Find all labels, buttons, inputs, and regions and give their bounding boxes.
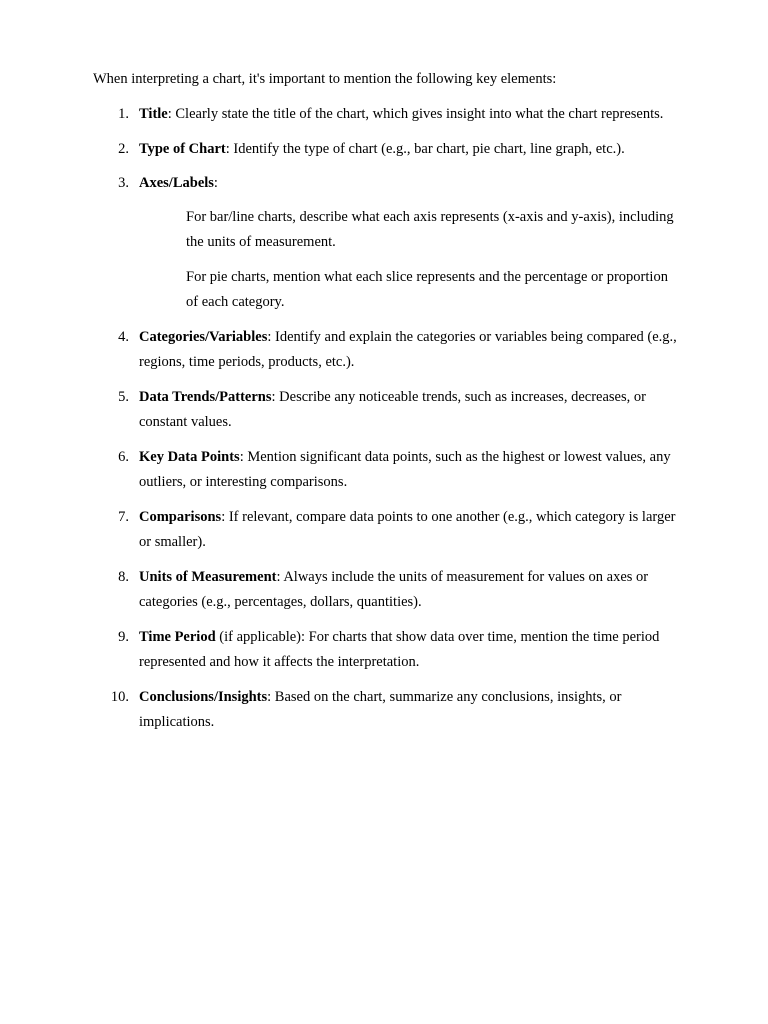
list-item-key-data-points: [93, 445, 678, 496]
axes-labels-sub-list: [139, 205, 678, 316]
sub-item-pie-charts: For pie charts, mention what each slice represents and the percentage or proportion of each category.: [186, 268, 668, 310]
list-item-time-period: [93, 625, 678, 676]
key-elements-list: [93, 102, 678, 736]
item-term: Categories/Variables: [139, 328, 268, 345]
item-term: Data Trends/Patterns: [139, 388, 272, 405]
item-number: 6.: [118, 448, 129, 465]
item-number: 2.: [118, 140, 129, 157]
list-item-data-trends: [93, 385, 678, 436]
item-term: Conclusions/Insights: [139, 688, 268, 705]
item-number: 7.: [118, 508, 129, 525]
item-term: Axes/Labels: [139, 175, 214, 191]
item-text: :: [213, 175, 218, 191]
list-item-categories-variables: [93, 325, 678, 376]
item-term: Type of Chart: [139, 140, 226, 157]
item-term: Units of Measurement: [139, 568, 277, 585]
item-text: : For charts that show data over time, mention the time period represented and how it affects the interpretation.: [139, 628, 660, 670]
item-qualifier: (if applicable): [215, 628, 301, 645]
item-number: 5.: [118, 388, 129, 405]
item-text: : Clearly state the title of the chart, which gives insight into what the chart represents.: [167, 106, 664, 122]
item-text: : Identify and explain the categories or variables being compared (e.g., regions, time periods, products, etc.).: [139, 328, 677, 370]
list-item-comparisons: [93, 505, 678, 556]
list-item-units-of-measurement: [93, 565, 678, 616]
intro-paragraph: When interpreting a chart, it's important to mention the following key elements:: [93, 71, 557, 87]
item-text: : Always include the units of measurement for values on axes or categories (e.g., percentages, dollars, quantities).: [139, 568, 649, 610]
item-number: 9.: [118, 628, 129, 645]
list-item-axes-labels: [93, 171, 678, 316]
list-item-title: [93, 102, 678, 128]
item-text: : Mention significant data points, such as the highest or lowest values, any outliers, or interesting comparisons.: [139, 448, 671, 490]
item-number: 3.: [118, 175, 129, 191]
list-item-type-of-chart: [93, 137, 678, 163]
item-text: : Based on the chart, summarize any conclusions, insights, or implications.: [139, 688, 622, 730]
item-term: Key Data Points: [139, 448, 240, 465]
item-number: 8.: [118, 568, 129, 585]
list-item-conclusions-insights: [93, 685, 678, 736]
item-text: : Describe any noticeable trends, such as increases, decreases, or constant values.: [139, 388, 646, 430]
item-number: 1.: [118, 106, 129, 122]
sub-item-bar-line-charts: For bar/line charts, describe what each axis represents (x-axis and y-axis), including the units of measurement.: [186, 208, 674, 250]
item-term: Comparisons: [139, 508, 222, 525]
item-term: Time Period: [139, 628, 216, 645]
item-number: 4.: [118, 328, 129, 345]
item-number: 10.: [110, 688, 129, 705]
item-text: : If relevant, compare data points to one another (e.g., which category is larger or smaller).: [139, 508, 676, 550]
item-term: Title: [139, 106, 168, 122]
item-text: : Identify the type of chart (e.g., bar chart, pie chart, line graph, etc.).: [225, 140, 625, 157]
